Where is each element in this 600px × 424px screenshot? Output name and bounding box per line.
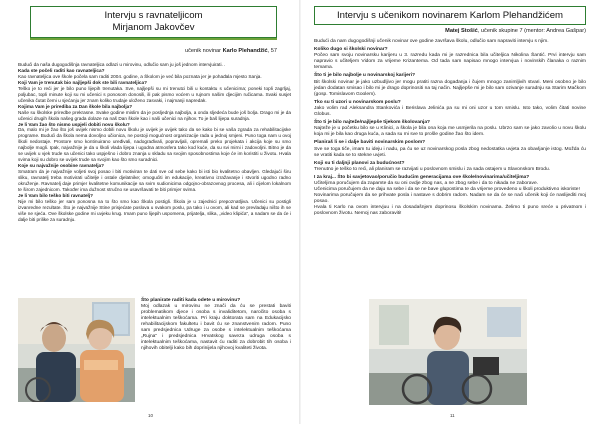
photo-principal-with-student — [18, 298, 135, 402]
interview-answer: Budući da nam dugogodišnji učenik novinar ove godine završava školu, odlučio sam napraviti intervju s njim. — [314, 39, 549, 44]
interview-answer: Da, malo mi je žao što još uvijek nismo dobili novu školu je uvijek je uvijek tako da se kako bi se vaša zgrada za rehabilitacijske programe. Budući da škola nema dovoljno učionica, ne postoji mogućnost organizacije rada u jednoj smjeni. Puno toga nam u ovoj školi nedostaje. Prostore smo kontinuirano uređivali, nadograđivali, popravljali, opremali preko projekata i akcija koje su smo najbolje mogli. Ipak, najvažnije je da u školi vlada lijepa i ugodna atmosfera tako kod kuće, da su svi mirni i zadovoljni. Bitno je da se uvijek u vjek trude sa učenici tako uspješno i dobro znanja u skladu sa svojim sposobnostima koje će im koristiti u životu. Hvala svima koji su dobro se uvijek trude sa svojim kao što smo suradnici. — [18, 127, 291, 163]
interview-answer: Sve se toga tiče, imam tu ideju i nadu, pa ću se uz novinarskog posla zbog nedostatka uvjeta za obavljanje istog. Možda ću se vratiti kada se to stekne uvjeti. — [314, 146, 586, 158]
interview-answer: Novinarima poručujem da se prihvate posla i nastave s dobrim radom. Nadam se da će se naći učenik koji će naslijediti moj posao. — [314, 193, 586, 205]
interview-question: Koji su ti daljnji planovi za budućnost? — [314, 160, 405, 166]
left-side-column — [141, 298, 291, 408]
left-byline — [18, 48, 291, 55]
left-title-rule — [30, 38, 277, 40]
right-page-number: 11 — [450, 413, 455, 418]
interview-question: Koje su najvažnije osobine ravnatelja? — [18, 163, 104, 169]
interview-answer: Nije mi bilo teško jer sam ponosna na to što smo kao Škola postigli. Škola je u zajednici prepoznatljiva. Učenici su postigli izvanredne rezultate. Što je najvažnije Stine prisjećate poslova u svakom poslu, pa tako i u ovom, ali kad se prevladaju ništo ih se više ne sjeća. Ove školske godine mi uvjeku krug. Imam puno lijepih uspomena, prijatelja, slika, „video klipića“, a nadam se da će i dalje biti prilike za suradnju. — [18, 198, 291, 222]
interview-question: Koji Vam je trenutak bio najljepši dok ste bili ravnateljica? — [18, 79, 147, 85]
interview-answer: Teško je to reći jer je bilo puno lijepih trenutaka. Sve, najljepši su mi trenutci bili u kontaktu s učenicima; poneki topli zagrljaj, poljubac, topli minute koji su mi učenici s ponosom donosili, ili pak pismo voćem u rujnom našim djecijim ručicama. Svaki susjet učenika čutat čemi u sjećanju jer znam koliko trudaje uloženo zasvaki, i najmanji napredak. — [18, 85, 291, 103]
interview-answer: Bit školski novinar je jako uzbudljivo jer mogu pratiti razna događanja i čujem mnogo zanimljivih stvari. Meni osobno je bilo jedan dodatan smisao i bilo mi je drago doprinositi na taj način. Najljepše mi je bilo sam ozivanje suradnju sa Starim Mačkom (gosp. Tomislavom Goolem). — [314, 79, 586, 97]
left-title-box — [30, 6, 277, 38]
interview-question: Je li Vam bilo teško biti ravnatelj? — [18, 192, 94, 198]
right-byline — [314, 28, 586, 35]
left-byline-name: Karlo Plehandžić — [222, 48, 268, 54]
interview-answer: Smatram da je najvažnije voljeti svoj posao i biti motiviran te dati sve od sebe kako bi isti bio kvalitetno obavljen. Gledajući širu sliku, ravnatelj treba motivirati učitelje i ostale djelatnike; omogućiti im edukacije, kreativno izražavanje i stvoriti ugodno radno okruženje. Ravnatelj daje primjer kvalitetne komunikacije sa svim sudionicima odgojno-obrazovnog procesa, ali i cijelom lokalnom te širom zajednicom. Također ima dužnost stručno se usavršavati te biti primjer svima. — [18, 169, 291, 193]
interview-answer: Učenicima poručujem da ne daju na sebe i da se ne bave glupostima te da vrijeme provedeno u školi produktivno iskoriste! — [314, 187, 580, 193]
photo-principal-illustration — [18, 298, 135, 402]
left-page-number: 10 — [148, 413, 154, 418]
interview-answer: Naše su školske priredbe prekrasne. Svake godine mislim da je posljednja najbolja, a onda sljedeća bude još bolja. Drago mi je da učenici drugih škola našeg grada dolaze na naš Dan škole kao i naši učenici na njihov. To je baš lijepa suradnja. — [18, 109, 291, 121]
left-byline-suffix: , 57 — [267, 48, 277, 54]
interview-question: I za kraj... Što bi savjetovao/poručio budućim generacijama ove škole/novinarima/učiteljima? — [314, 174, 530, 180]
interview-question: Planiraš li se i dalje baviti novinarskim poslom? — [314, 140, 426, 146]
interview-question: Koliko dugo si školski novinar? — [314, 47, 388, 53]
side-question: Što planirate raditi kada odete u mirovinu? — [141, 298, 241, 303]
interview-answer: Trenutno je teško to reći, ali planiram se razvijati u poslovnom smislu i za sada ostajem u Slavonskom Brodu. — [314, 166, 551, 172]
left-byline-prefix: učenik novinar — [184, 48, 223, 54]
interview-answer: Kao ravnateljica ove škole počela sam raditi 2004. godine, a Školom je već bila poznata jer je pohađala mjesto Sanja. — [18, 73, 262, 79]
interview-answer: Jako volim rad Aleksandra Stankovića i Berislava Jelinića pa su mi oni uzor u tom smislu. Isto tako, volim čitati novine Globus. — [314, 105, 586, 118]
interview-answer: Učiteljima poručujem da zapamte da su oni ovdje zbog nas, a ne zbog sebe i da to nikada ne zaborave. — [314, 180, 539, 186]
interview-question: Što ti je bilo najteže/najljepše tijekom školovanja? — [314, 120, 431, 126]
right-byline-name: Matej Stošić — [445, 28, 478, 34]
left-article-body — [18, 62, 291, 223]
right-page — [300, 0, 600, 424]
right-title: Intervju s učenikom novinarem Karlom Plehandžićem — [336, 10, 564, 21]
photo-student-illustration — [369, 299, 527, 405]
interview-question: Kada ste počeli raditi kao ravnateljica? — [18, 67, 105, 73]
photo-student-journalist — [369, 299, 527, 405]
interview-answer: Hvala ti Karlo na ovom intervjuu i na dosadašnjem doprinosu školskim novinama. Želimo ti puno sreće u privatnom i poslovnom životu. Nemoj nas zaboraviti! — [314, 205, 586, 217]
interview-question: Je li Vam žao što nismo uspjeli dobiti novu školu? — [18, 121, 130, 127]
left-title-line-1: Intervju s ravnateljicom — [104, 10, 203, 21]
interview-answer: Počeo sam svoju novinarsku karijeru u 3. razredu kada mi je razrednica bila učiteljica Nikolina Šantić. Prvi intervju sam napravio s učiteljem Vidom za vrijeme Krizantema. Od tada sam napisao mnogo intervjua i novinskih članaka o raznim temama. — [314, 53, 586, 71]
interview-answer: Najteže je u početku bilo se u Klinici, a škola je bila ona koja me usmjerila na poslu. Ubrzo sam se jako zavolio u novu školu koja mi je bila kao druga kuća, a sada su mi sve to prošle godine žao što idem. — [314, 126, 586, 138]
interview-question: Kojima Vam je prirediba za Dan škole bila najbolja? — [18, 103, 133, 109]
side-answer: Moj odlazak u mirovinu ne znači da ću se prestati baviti problematikom djece i osoba s invaliditetom, naročito osoba s intelektualnim teškoćama. Pri kraju doktorata sam na Edukacijsko rehabilitacijskom fakultetu i bavit ću se znanstvenim radom. Puno sam predsjednica Udruge za osobe s intelektualnim teškoćama „Rujna“ i predsjednica Hrvatskog saveza udruga osoba s intelektualnim teškoćama, nastavit ću raditi za dobrobit tih osoba i njihovih obitelji kako bih doprinijela njihovoj kvaliteti života. — [141, 304, 291, 352]
right-article-body — [314, 39, 586, 218]
left-bottom-area — [18, 298, 291, 408]
right-title-box — [314, 6, 586, 25]
interview-question: Što ti je bilo najbolje u novinarskoj karijeri? — [314, 73, 416, 79]
interview-question: Tko su ti uzori u novinarskom poslu? — [314, 99, 401, 105]
interview-answer: Budući da naša dugogodišnja ravnateljica odlazi u mirovinu, odlučio sam ju još jednom intervjuirati. . — [18, 62, 226, 67]
right-byline-suffix: , učenik skupine 7 (mentor: Andrea Gašpar) — [477, 28, 586, 34]
left-title-line-2: Mirjanom Jakovčev — [112, 22, 195, 33]
